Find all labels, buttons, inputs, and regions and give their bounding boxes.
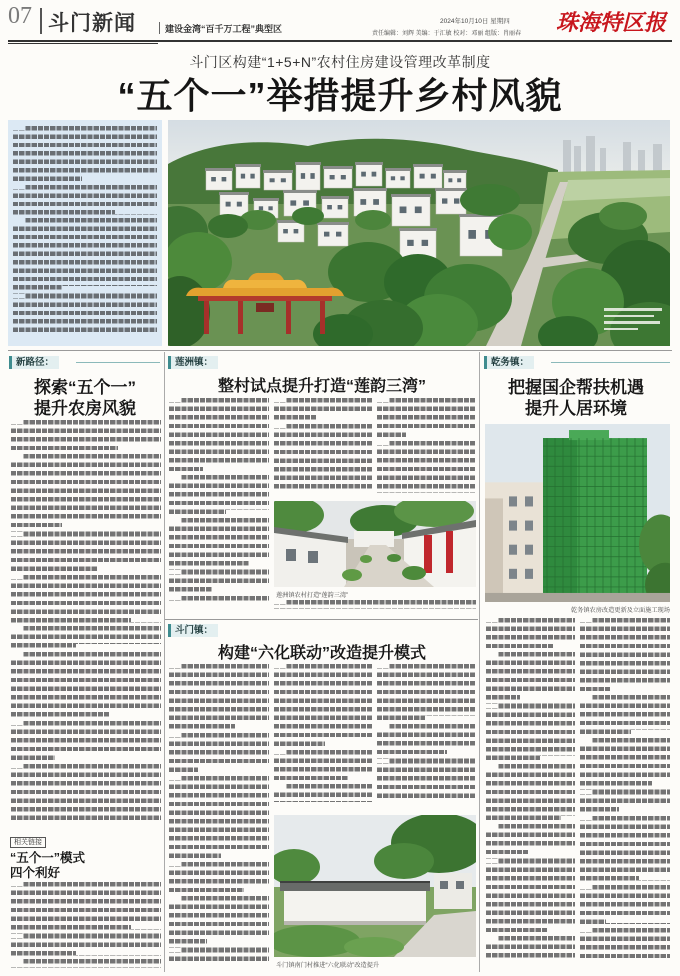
headline-title: “五个一”举措提升乡村风貌 xyxy=(117,75,563,116)
body-text-paragraph xyxy=(169,518,269,570)
body-text-paragraph xyxy=(377,441,476,493)
intro-body-text xyxy=(13,126,157,336)
paragraph-end xyxy=(55,755,162,759)
related-link-label: 相关链接 xyxy=(10,837,46,848)
paragraph-end xyxy=(198,767,269,771)
body-text-paragraph xyxy=(11,721,161,764)
body-text-paragraph xyxy=(486,764,575,824)
body-text-paragraph xyxy=(486,824,575,858)
body-text-paragraph xyxy=(13,294,157,336)
body-text-paragraph xyxy=(486,704,575,764)
tree-canopy xyxy=(208,214,248,238)
body-text-paragraph xyxy=(11,934,161,960)
paragraph-end xyxy=(652,781,670,785)
qianwu-body-text-col2 xyxy=(580,618,670,970)
header-rule xyxy=(8,43,158,44)
qianwu-body-text-col1 xyxy=(486,618,575,970)
village-house xyxy=(263,170,293,190)
tree-canopy xyxy=(355,210,391,230)
village-house xyxy=(443,170,467,190)
lianzhou-body-text-col3 xyxy=(377,398,476,497)
paragraph-end xyxy=(425,716,476,720)
village-house xyxy=(321,196,349,218)
doumen-body-text-col1 xyxy=(169,664,269,970)
village-house xyxy=(235,164,261,188)
header-rule xyxy=(8,40,672,42)
body-text-paragraph xyxy=(274,398,372,424)
tree-canopy xyxy=(292,207,324,225)
village-house xyxy=(399,228,437,258)
new-path-title-line1: 探索“五个一” xyxy=(34,378,136,397)
paragraph-end xyxy=(212,587,269,591)
header-divider xyxy=(40,8,42,34)
tree-canopy xyxy=(599,202,647,230)
related-body-text xyxy=(11,882,161,970)
body-text-paragraph xyxy=(169,596,269,605)
body-text-paragraph xyxy=(580,816,670,885)
issue-date: 2024年10月10日 星期四 xyxy=(440,18,510,25)
lianzhou-photo xyxy=(274,501,476,587)
body-text-paragraph xyxy=(274,664,372,750)
body-text-paragraph xyxy=(13,126,157,185)
village-house xyxy=(323,166,353,188)
paragraph-end xyxy=(639,876,670,880)
section-tag-doumen: 斗门镇： xyxy=(168,624,218,637)
paragraph-end xyxy=(118,446,162,450)
doumen-wall-illustration xyxy=(274,815,476,957)
headline-kicker: 斗门区构建“1+5+N”农村住房建设管理改革制度 xyxy=(189,54,491,70)
editor-credits: 责任编辑：刘辉 美编：于汇敏 校对：邓丽 组版：肖丽春 xyxy=(372,31,522,37)
body-text-paragraph xyxy=(169,570,269,596)
qianwu-photo-caption: 乾务镇农房改造更新及立面施工现场 xyxy=(571,607,670,614)
doumen-photo xyxy=(274,815,476,957)
paragraph-end xyxy=(82,176,157,180)
body-text-paragraph xyxy=(486,936,575,962)
body-text-paragraph xyxy=(169,475,269,518)
paragraph-end xyxy=(207,939,269,943)
village-house xyxy=(219,192,249,216)
section-tagline: 建设金湾“百千万工程”典型区 xyxy=(165,24,283,34)
lianzhou-body-text-tail xyxy=(274,600,476,612)
paragraph-end xyxy=(226,510,269,514)
body-text-paragraph xyxy=(11,959,161,968)
paragraph-end xyxy=(619,807,670,811)
paragraph-end xyxy=(348,776,373,780)
newspaper-masthead: 珠海特区报 xyxy=(556,10,667,35)
paragraph-end xyxy=(553,644,575,648)
body-text-paragraph xyxy=(169,398,269,475)
paragraph-end xyxy=(131,618,161,622)
body-text-paragraph xyxy=(169,862,269,896)
body-text-paragraph xyxy=(377,664,476,724)
paragraph-end xyxy=(249,561,269,565)
body-text-paragraph xyxy=(169,948,269,965)
paragraph-end xyxy=(235,724,269,728)
paragraph-end xyxy=(221,853,269,857)
section-tag-qianwu: 乾务镇： xyxy=(484,356,534,369)
tag-rule xyxy=(551,362,670,363)
lianzhou-body-text-col2 xyxy=(274,398,372,497)
intro-box xyxy=(8,120,162,346)
doumen-body-text-col2 xyxy=(274,664,372,810)
body-text-paragraph xyxy=(486,618,575,652)
body-text-paragraph xyxy=(13,218,157,294)
paragraph-end xyxy=(62,523,161,527)
village-house xyxy=(317,222,349,246)
lianzhou-body-text-col1 xyxy=(169,398,269,612)
column-divider xyxy=(164,352,165,972)
village-house xyxy=(295,162,321,190)
body-text-paragraph xyxy=(486,652,575,704)
body-text-paragraph xyxy=(274,424,372,493)
body-text-paragraph xyxy=(377,398,476,441)
section-divider xyxy=(8,350,672,351)
village-house xyxy=(385,168,411,188)
paragraph-end xyxy=(611,687,670,691)
body-text-paragraph xyxy=(169,664,269,733)
body-text-paragraph xyxy=(580,928,670,962)
paragraph-end xyxy=(325,741,372,745)
paragraph-end xyxy=(548,928,575,932)
body-text-paragraph xyxy=(11,764,161,824)
body-text-paragraph xyxy=(11,652,161,721)
village-house xyxy=(391,194,431,226)
qianwu-scaffold-illustration xyxy=(485,424,670,602)
hero-photo-village-aerial xyxy=(168,120,670,346)
new-path-body-text xyxy=(11,420,161,831)
body-text-paragraph xyxy=(169,896,269,948)
qianwu-photo xyxy=(485,424,670,602)
body-text-paragraph xyxy=(11,454,161,531)
new-path-title-line2: 提升农房风貌 xyxy=(34,399,136,418)
lianzhou-photo-caption: 莲洲镇农村打造“莲韵三湾” xyxy=(276,592,349,599)
body-text-paragraph xyxy=(377,759,476,802)
body-text-paragraph xyxy=(580,885,670,928)
body-text-paragraph xyxy=(169,776,269,862)
body-text-paragraph xyxy=(274,750,372,784)
page-number: 07 xyxy=(8,3,32,29)
paragraph-end xyxy=(115,210,157,214)
body-text-paragraph xyxy=(13,185,157,219)
body-text-paragraph xyxy=(580,618,670,695)
paragraph-end xyxy=(76,644,162,648)
paragraph-end xyxy=(131,925,161,929)
qianwu-title-line2: 提升人居环境 xyxy=(525,399,627,418)
body-text-paragraph xyxy=(486,859,575,936)
paragraph-end xyxy=(528,850,575,854)
paragraph-end xyxy=(520,695,575,699)
paragraph-end xyxy=(406,432,476,436)
body-text-paragraph xyxy=(11,626,161,652)
column-divider xyxy=(479,352,480,972)
hero-photo-caption xyxy=(604,308,664,342)
related-title-line1: “五个一”模式 xyxy=(10,851,86,865)
tag-rule xyxy=(76,362,160,363)
tree-canopy xyxy=(460,184,520,216)
hero-photo-illustration xyxy=(168,120,670,346)
body-text-paragraph xyxy=(11,420,161,454)
header-divider xyxy=(159,22,160,34)
village-house xyxy=(355,162,383,186)
related-title-line2: 四个利好 xyxy=(10,866,61,880)
doumen-photo-caption: 斗门镇南门村推进“六化联动”改造提升 xyxy=(276,962,380,969)
village-house xyxy=(205,168,233,190)
qianwu-title-line1: 把握国企帮扶机遇 xyxy=(508,378,644,397)
body-text-paragraph xyxy=(580,695,670,738)
paragraph-end xyxy=(244,888,269,892)
paragraph-end xyxy=(561,816,575,820)
body-text-paragraph xyxy=(11,575,161,627)
body-text-paragraph xyxy=(580,790,670,816)
paragraph-end xyxy=(110,712,161,716)
body-text-paragraph xyxy=(377,724,476,758)
paragraph-end xyxy=(606,919,670,923)
body-text-paragraph xyxy=(274,784,372,801)
section-tag-lianzhou: 莲洲镇： xyxy=(168,356,218,369)
lianzhou-title: 整村试点提升打造“莲韵三湾” xyxy=(217,378,426,395)
paragraph-end xyxy=(631,730,670,734)
paragraph-end xyxy=(447,750,476,754)
lianzhou-street-illustration xyxy=(274,501,476,587)
paragraph-end xyxy=(97,566,162,570)
paragraph-end xyxy=(316,415,372,419)
body-text-paragraph xyxy=(169,733,269,776)
doumen-title: 构建“六化联动”改造提升模式 xyxy=(217,645,426,662)
paragraph-end xyxy=(62,286,157,290)
doumen-body-text-col3 xyxy=(377,664,476,810)
body-text-paragraph xyxy=(11,532,161,575)
body-text-paragraph xyxy=(580,738,670,790)
section-divider xyxy=(165,619,478,620)
section-tag-new-path: 新路径： xyxy=(9,356,59,369)
body-text-paragraph xyxy=(274,600,476,609)
paragraph-end xyxy=(203,467,269,471)
body-text-paragraph xyxy=(11,882,161,934)
village-house xyxy=(413,164,443,188)
paragraph-end xyxy=(540,756,575,760)
tree-canopy xyxy=(488,214,532,250)
section-name: 斗门新闻 xyxy=(48,12,136,35)
paragraph-end xyxy=(76,951,162,955)
